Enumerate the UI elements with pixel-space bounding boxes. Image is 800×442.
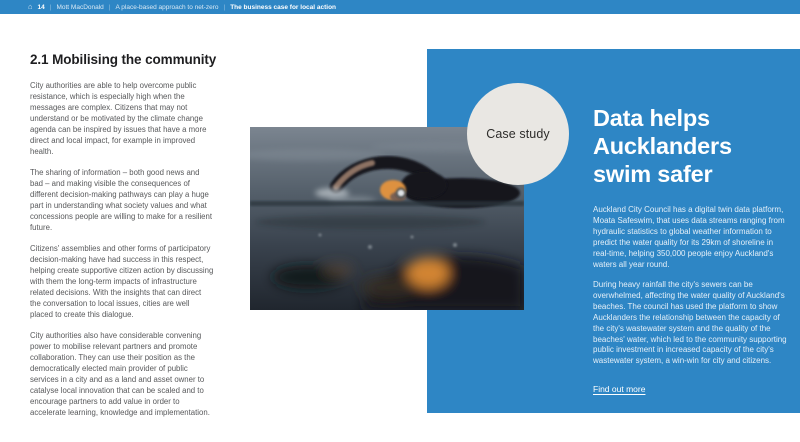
separator: | xyxy=(49,3,52,11)
top-navigation-bar xyxy=(0,0,800,14)
article-paragraph: Citizens' assemblies and other forms of participatory decision-making have had success in this respect, helping create supportive citizen action by discussing with them the long-term impacts of infrastructure related decisions. With the insights that can direct the conversation to local issues, cities are well placed to create this dialogue. xyxy=(30,244,214,319)
article-column xyxy=(30,52,222,428)
separator: | xyxy=(223,3,226,11)
page-number: 14 xyxy=(37,3,45,11)
find-out-more-link[interactable]: Find out more xyxy=(593,384,646,394)
case-study-title: Data helps Aucklanders swim safer xyxy=(593,105,732,187)
separator: | xyxy=(108,3,111,11)
section-title: The business case for local action xyxy=(230,3,337,11)
case-study-badge-label: Case study xyxy=(486,127,550,141)
home-icon[interactable]: ⌂ xyxy=(28,2,33,12)
article-paragraph: The sharing of information – both good news and bad – and making visible the consequences of different decision-making pathways can play a huge part in understanding what society values and what concessions people are willing to make for a resilient future. xyxy=(30,168,213,232)
case-study-paragraph: Auckland City Council has a digital twin data platform, Moata Safeswim, that uses data streams ranging from hydraulic statistics to global weather information to predict the water quality for its 29km of shoreline in real-time, helping 350,000 people enjoy Auckland's waters all year round. xyxy=(593,205,785,269)
case-study-badge xyxy=(467,83,569,185)
article-paragraph: City authorities also have considerable convening power to mobilise relevant partners and promote collaboration. They can use their position as the democratically elected main provider of public services in a city and as a land and asset owner to catalyse local innovation that can be scaled and to encourage partners to add value in order to accelerate learning, knowledge and implementation. xyxy=(30,331,210,417)
brand-name: Mott MacDonald xyxy=(56,3,104,11)
section-heading: 2.1 Mobilising the community xyxy=(30,52,217,67)
case-study-paragraph: During heavy rainfall the city's sewers can be overwhelmed, affecting the water quality of Auckland's beaches. The council has used the platform to show Aucklanders the relationship between the capacity of the city's wastewater system and the quality of the beaches' water, which led to the community supporting public investment in increased capacity of the city's wastewater system, a win-win for city and citizens. xyxy=(593,280,787,366)
document-title: A place-based approach to net-zero xyxy=(115,3,219,11)
article-paragraph: City authorities are able to help overcome public resistance, which is especially high when the messages are complex. Citizens that may not understand or be motivated by the climate change agenda can be inspired by issues that have a more direct and local impact, for example in improved health. xyxy=(30,81,207,156)
